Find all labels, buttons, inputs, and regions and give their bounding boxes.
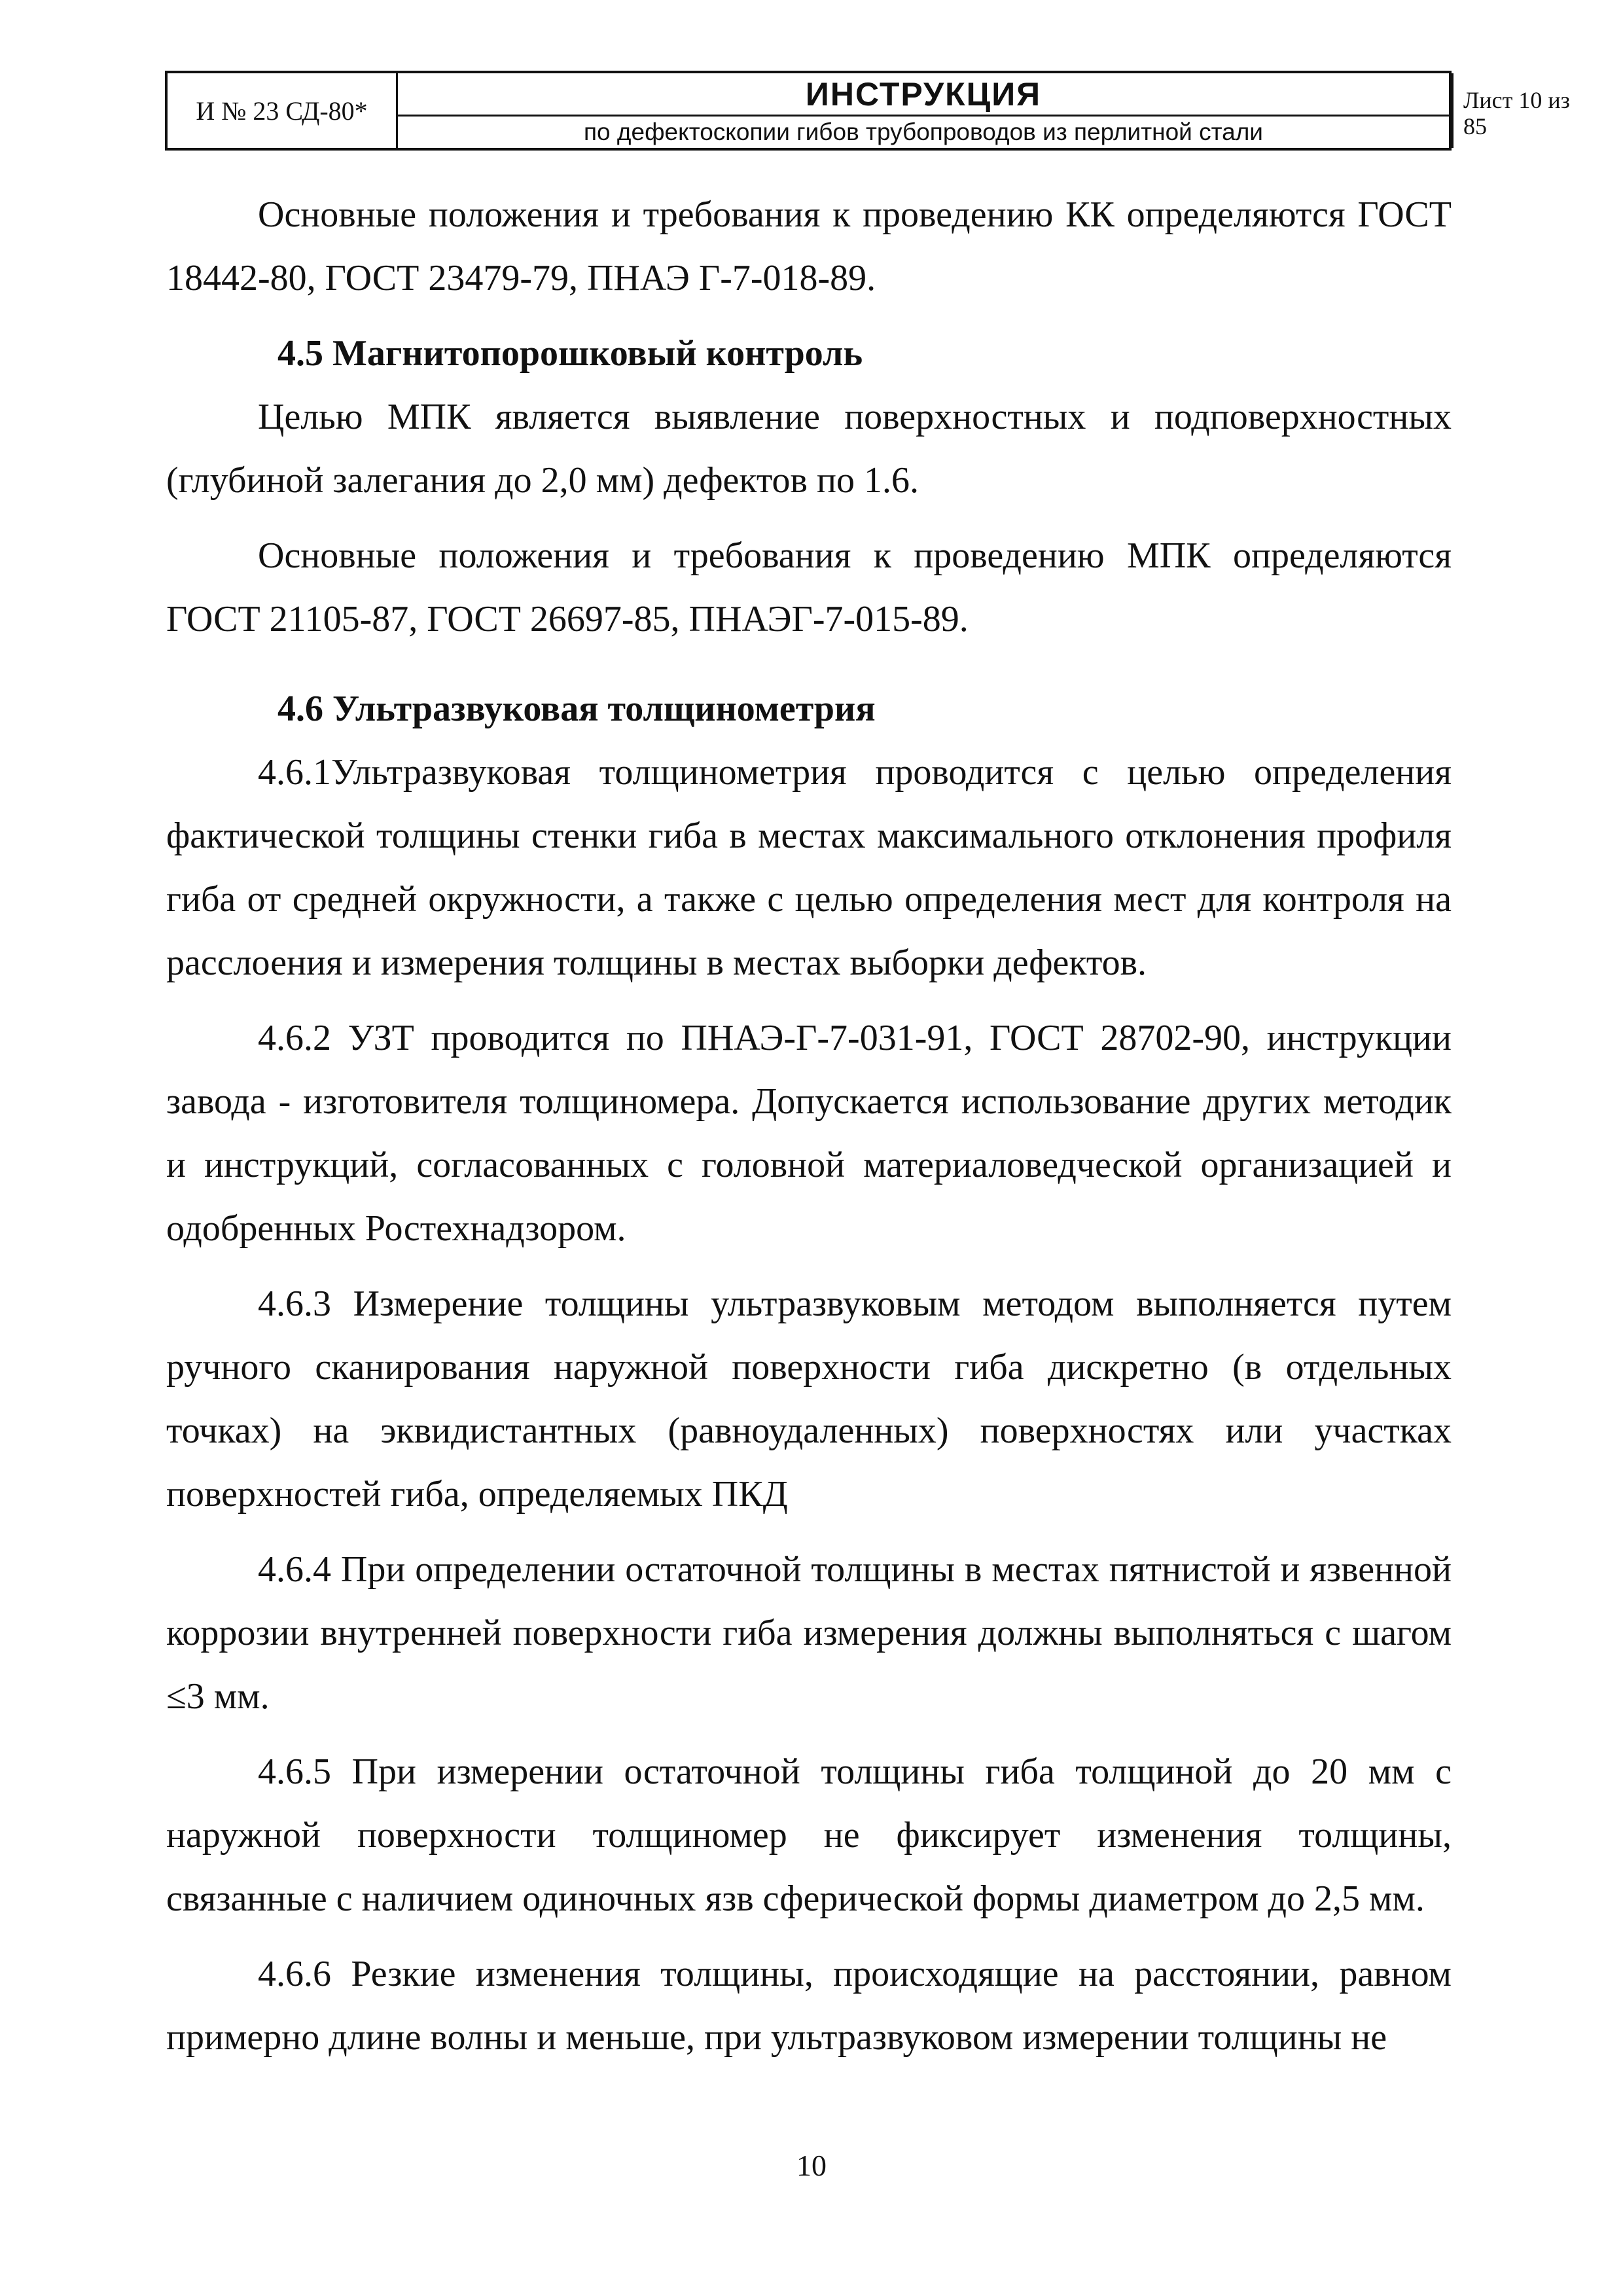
paragraph-4-6-1: 4.6.1Ультразвуковая толщинометрия проводится с целью определения фактической толщины стенки гиба в местах максимального отклонения профиля гиба от средней окружности, а также с целью определения мест для контроля на расслоения и измерения толщины в местах выборки дефектов. xyxy=(166,752,1452,983)
paragraph-4-6-5: 4.6.5 При измерении остаточной толщины гиба толщиной до 20 мм с наружной поверхности толщиномер не фиксирует изменения толщины, связанные с наличием одиночных язв сферической формы диаметром до 2,5 мм. xyxy=(166,1751,1452,1919)
paragraph-4-6-2: 4.6.2 УЗТ проводится по ПНАЭ-Г-7-031-91, ГОСТ 28702-90, инструкции завода - изготовителя толщиномера. Допускается использование других методик и инструкций, согласованных с головной материаловедческой организацией и одобренных Ростехнадзором. xyxy=(166,1018,1452,1249)
document-code: И № 23 СД-80* xyxy=(168,73,398,148)
paragraph-4-6-6: 4.6.6 Резкие изменения толщины, происходящие на расстоянии, равном примерно длине волны и меньше, при ультразвуковом измерении толщины не xyxy=(166,1954,1452,2058)
sheet-label: Лист 10 из xyxy=(1463,87,1570,113)
page-number: 10 xyxy=(796,2149,827,2182)
section-heading-4-6: 4.6 Ультразвуковая толщинометрия xyxy=(277,689,876,729)
paragraph-4-6-4: 4.6.4 При определении остаточной толщины в местах пятнистой и язвенной коррозии внутренней поверхности гиба измерения должны выполняться с шагом ≤3 мм. xyxy=(166,1549,1452,1717)
header-title-block xyxy=(398,73,1450,148)
sheet-total: 85 xyxy=(1463,113,1487,139)
document-header xyxy=(165,71,1570,151)
sheet-info xyxy=(1463,88,1614,139)
section-heading-4-5: 4.5 Магнитопорошковый контроль xyxy=(277,333,863,374)
paragraph-mpk-standards: Основные положения и требования к проведению МПК определяются ГОСТ 21105-87, ГОСТ 26697-85, ПНАЭГ-7-015-89. xyxy=(166,535,1452,639)
document-title: ИНСТРУКЦИЯ xyxy=(398,73,1449,117)
paragraph-kk-standards: Основные положения и требования к проведению КК определяются ГОСТ 18442-80, ГОСТ 23479-79, ПНАЭ Г-7-018-89. xyxy=(166,194,1452,298)
paragraph-mpk-goal: Целью МПК является выявление поверхностных и подповерхностных (глубиной залегания до 2,0 мм) дефектов по 1.6. xyxy=(166,397,1452,501)
document-body xyxy=(166,183,1452,2070)
document-subtitle: по дефектоскопии гибов трубопроводов из перлитной стали xyxy=(584,118,1263,145)
header-divider xyxy=(1452,73,1454,148)
paragraph-4-6-3: 4.6.3 Измерение толщины ультразвуковым методом выполняется путем ручного сканирования наружной поверхности гиба дискретно (в отдельных точках) на эквидистантных (равноудаленных) поверхностях или участках поверхностей гиба, определяемых ПКД xyxy=(166,1283,1452,1515)
